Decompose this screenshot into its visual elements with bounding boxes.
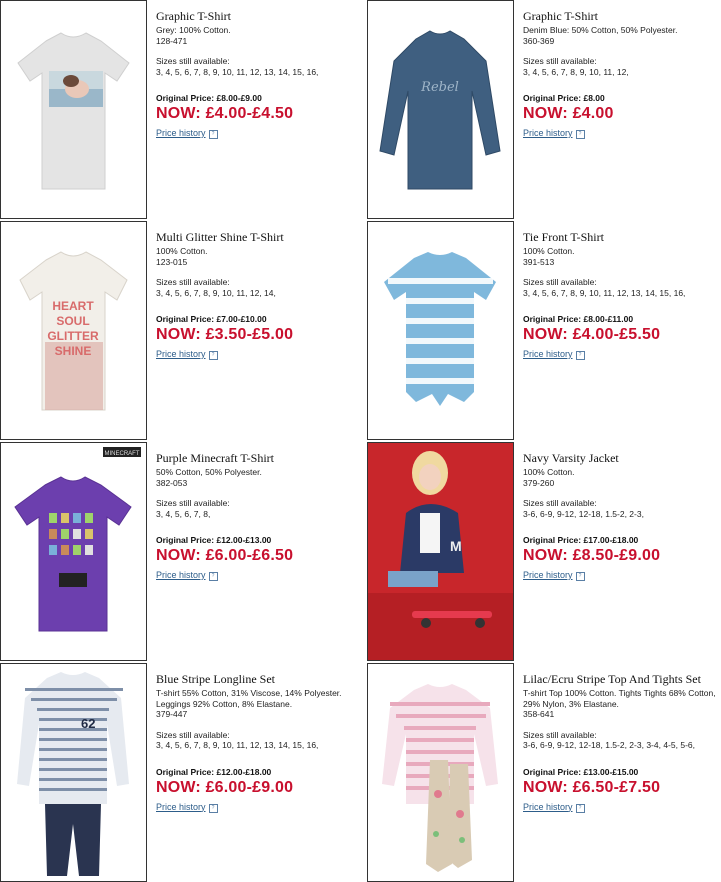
product-card — [367, 663, 721, 882]
price-history-link[interactable]: Price history — [523, 128, 573, 138]
sizes-list: 3, 4, 5, 6, 7, 8, 9, 10, 11, 12, 14, — [156, 287, 276, 298]
product-code: 128-471 — [156, 35, 188, 46]
product-description: Grey: 100% Cotton. — [156, 25, 231, 35]
product-code: 123-015 — [156, 256, 188, 267]
product-title[interactable]: Lilac/Ecru Stripe Top And Tights Set — [523, 672, 701, 686]
product-card — [0, 221, 360, 440]
product-description: 100% Cotton. — [523, 467, 575, 477]
sizes-label: Sizes still available: — [523, 498, 597, 508]
original-price: Original Price: £12.00-£18.00 — [156, 766, 272, 777]
sizes-label: Sizes still available: — [523, 56, 597, 66]
info-icon[interactable]: ? — [576, 804, 585, 813]
sizes-label: Sizes still available: — [523, 277, 597, 287]
sizes-list: 3, 4, 5, 6, 7, 8, 9, 10, 11, 12, 13, 14, 15, 16, — [156, 740, 319, 750]
sale-price: NOW: £6.00-£9.00 — [156, 778, 294, 796]
product-card — [367, 442, 721, 661]
product-image[interactable] — [367, 442, 514, 661]
product-description: 100% Cotton. — [523, 246, 575, 256]
sizes-label: Sizes still available: — [156, 498, 230, 508]
price-history-link[interactable]: Price history — [523, 801, 573, 812]
product-code: 358-641 — [523, 709, 555, 719]
info-icon[interactable]: ? — [209, 804, 218, 813]
info-icon[interactable]: ? — [576, 572, 585, 581]
info-icon[interactable]: ? — [576, 351, 585, 360]
product-title[interactable]: Navy Varsity Jacket — [523, 451, 619, 465]
product-description: T-shirt Top 100% Cotton. Tights Tights 68% Cotton, 29% Nylon, 3% Elastane. — [523, 688, 716, 709]
product-code: 382-053 — [156, 477, 188, 488]
sale-price: NOW: £4.00-£5.50 — [523, 326, 661, 343]
glitter-word: SOUL — [56, 314, 90, 328]
sale-price: NOW: £6.50-£7.50 — [523, 778, 661, 796]
info-icon[interactable]: ? — [209, 130, 218, 139]
original-price: Original Price: £8.00 — [523, 93, 605, 103]
product-title[interactable]: Graphic T-Shirt — [523, 9, 598, 23]
product-code: 360-369 — [523, 35, 555, 46]
product-image[interactable] — [367, 221, 514, 440]
product-title[interactable]: Tie Front T-Shirt — [523, 230, 604, 244]
product-image[interactable] — [367, 663, 514, 882]
minecraft-badge: MINECRAFT — [104, 451, 140, 457]
product-image[interactable] — [0, 663, 147, 882]
sale-price: NOW: £3.50-£5.00 — [156, 326, 294, 343]
original-price: Original Price: £8.00-£9.00 — [156, 93, 262, 103]
sizes-list: 3, 4, 5, 6, 7, 8, 9, 10, 11, 12, 13, 14, 15, 16, — [156, 66, 319, 77]
sizes-list: 3, 4, 5, 6, 7, 8, 9, 10, 11, 12, 13, 14, 15, 16, — [523, 287, 686, 298]
product-code: 379-260 — [523, 477, 555, 488]
product-description: 50% Cotton, 50% Polyester. — [156, 467, 262, 477]
price-history-link[interactable]: Price history — [156, 801, 206, 812]
sizes-label: Sizes still available: — [156, 56, 230, 66]
price-history-link[interactable]: Price history — [156, 128, 206, 138]
price-history-link[interactable]: Price history — [523, 349, 573, 359]
product-code: 391-513 — [523, 256, 555, 267]
product-description: T-shirt 55% Cotton, 31% Viscose, 14% Polyester. Leggings 92% Cotton, 8% Elastane. — [156, 688, 342, 709]
original-price: Original Price: £12.00-£13.00 — [156, 535, 272, 545]
shirt-number: 62 — [81, 716, 96, 731]
sizes-list: 3, 4, 5, 6, 7, 8, 9, 10, 11, 12, — [523, 66, 629, 77]
sizes-list: 3-6, 6-9, 9-12, 12-18, 1.5-2, 2-3, 3-4, 4-5, 5-6, — [523, 740, 695, 750]
shirt-script-text: Rebel — [421, 80, 459, 95]
product-image[interactable] — [0, 0, 147, 219]
price-history-link[interactable]: Price history — [156, 349, 206, 359]
jacket-letter: M — [450, 538, 462, 554]
sale-price: NOW: £8.50-£9.00 — [523, 547, 661, 564]
original-price: Original Price: £7.00-£10.00 — [156, 314, 267, 324]
info-icon[interactable]: ? — [209, 572, 218, 581]
sizes-label: Sizes still available: — [156, 729, 230, 740]
product-description: Denim Blue: 50% Cotton, 50% Polyester. — [523, 25, 678, 35]
product-description: 100% Cotton. — [156, 246, 208, 256]
product-title[interactable]: Multi Glitter Shine T-Shirt — [156, 230, 284, 244]
product-title[interactable]: Purple Minecraft T-Shirt — [156, 451, 274, 465]
glitter-word: SHINE — [54, 344, 92, 358]
original-price: Original Price: £17.00-£18.00 — [523, 535, 639, 545]
product-card — [367, 221, 721, 440]
sizes-label: Sizes still available: — [523, 729, 597, 740]
sale-price: NOW: £6.00-£6.50 — [156, 547, 294, 564]
sale-price: NOW: £4.00-£4.50 — [156, 105, 294, 122]
product-card — [0, 663, 360, 882]
price-history-link[interactable]: Price history — [523, 570, 573, 580]
original-price: Original Price: £13.00-£15.00 — [523, 766, 639, 777]
sale-price: NOW: £4.00 — [523, 105, 614, 122]
info-icon[interactable]: ? — [209, 351, 218, 360]
sizes-list: 3, 4, 5, 6, 7, 8, — [156, 508, 211, 519]
product-card — [0, 0, 360, 219]
product-image[interactable] — [0, 442, 147, 661]
original-price: Original Price: £8.00-£11.00 — [523, 314, 634, 324]
sizes-list: 3-6, 6-9, 9-12, 12-18, 1.5-2, 2-3, — [523, 508, 644, 519]
sizes-label: Sizes still available: — [156, 277, 230, 287]
product-title[interactable]: Graphic T-Shirt — [156, 9, 231, 23]
glitter-word: GLITTER — [47, 329, 99, 343]
glitter-word: HEART — [52, 299, 94, 313]
info-icon[interactable]: ? — [576, 130, 585, 139]
price-history-link[interactable]: Price history — [156, 570, 206, 580]
product-card — [367, 0, 721, 219]
product-title[interactable]: Blue Stripe Longline Set — [156, 672, 275, 686]
product-image[interactable] — [0, 221, 147, 440]
product-code: 379-447 — [156, 709, 188, 719]
product-image[interactable] — [367, 0, 514, 219]
product-card — [0, 442, 360, 661]
